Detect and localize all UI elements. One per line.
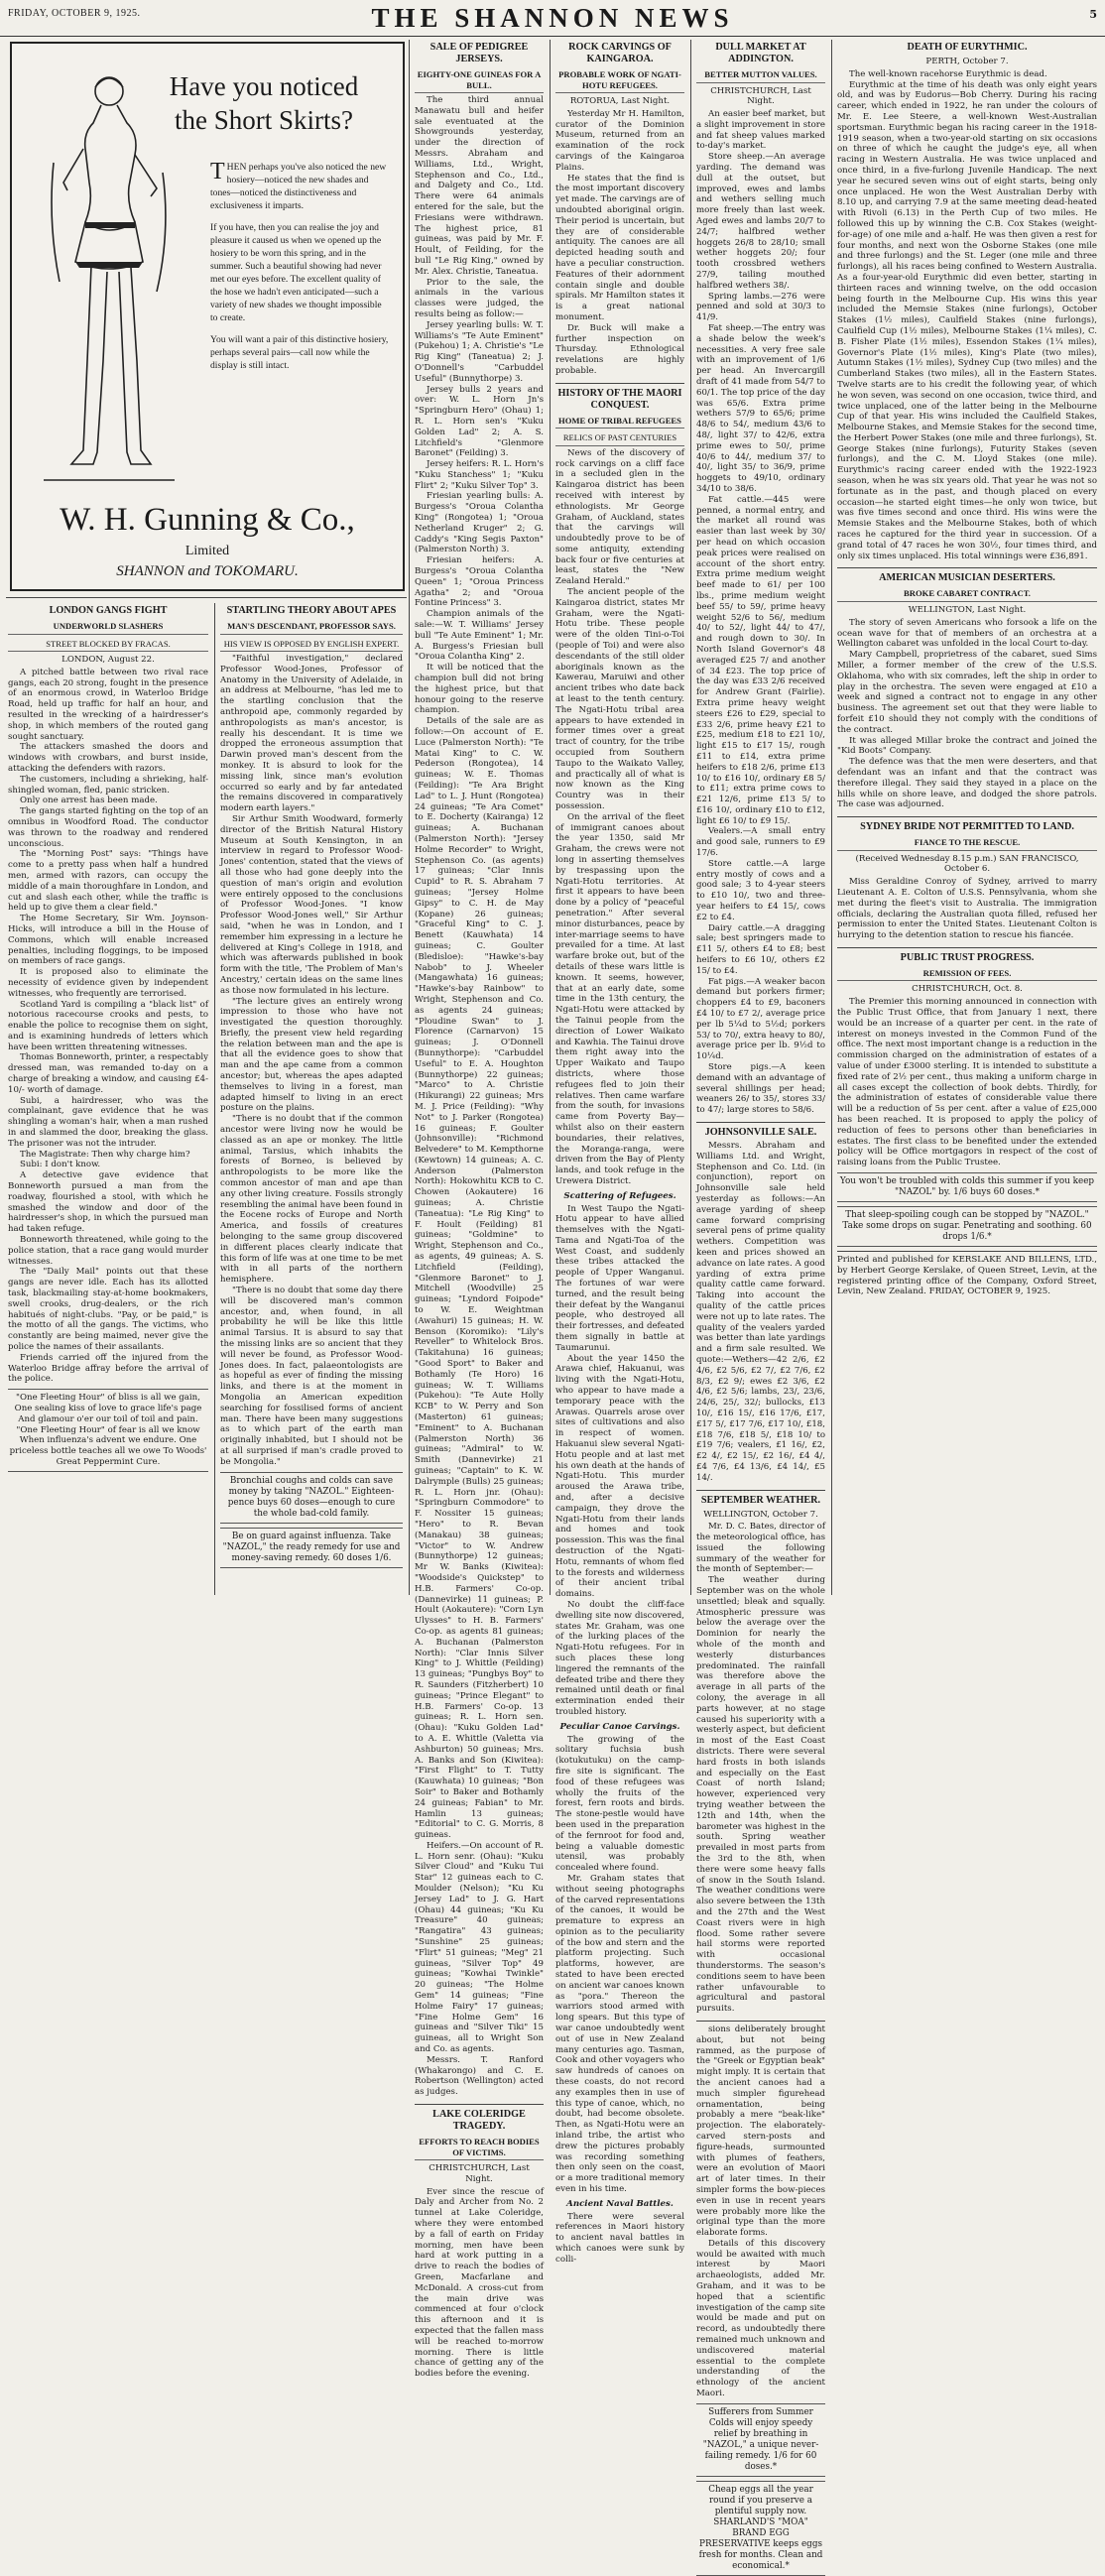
paragraph: Subi: I don't know.: [20, 1160, 101, 1170]
hosiery-advertisement: [10, 42, 405, 591]
article-subhead: EIGHTY-ONE GUINEAS FOR A BULL.: [415, 67, 544, 93]
dateline: CHRISTCHURCH, Last Night.: [429, 2163, 530, 2184]
advert-towns: SHANNON and TOKOMARU.: [116, 563, 299, 579]
section-subhead: Ancient Naval Battles.: [566, 2198, 674, 2209]
paragraph: No doubt the cliff-face dwelling site now discovered, states Mr. Graham, was one of the lurking places of the Ngati-Hotu refugees. For in such places these long lingered the remnants of the defeated tribe and there they remained until death or final extermination ended their troubled history.: [555, 1599, 684, 1717]
section-subhead: Scattering of Refugees.: [563, 1190, 676, 1201]
peppermint-cure-advert: "One Fleeting Hour" of bliss is all we gain, One sealing kiss of love to grace life's page And glamour o'er our toil of toil and pain. "One Fleeting Hour" of fear is all we know When influenza's advent we endure. One priceless bottle teaches all we owe To Woods' Great Peppermint Cure.: [8, 1389, 208, 1472]
paragraph: Mr. D. C. Bates, director of the meteorological office, has issued the following summary of the weather for the month of September:—: [696, 1522, 825, 1575]
paragraph: Ever since the rescue of Daly and Archer from No. 2 tunnel at Lake Coleridge, where they were entombed by a fall of earth on Friday morning, men have been hard at work putting in a drive to reach the bodies of Green, Macfarlane and McDonald. A cross-cut from the main drive was commenced at four o'clock this afternoon and it is expected that the fallen mass will be reached to-morrow morning. There is little chance of getting any of the bodies before the evening.: [415, 2186, 544, 2380]
paragraph: Messrs. Abraham and Williams Ltd. and Wright, Stephenson and Co. Ltd. (in conjunction), report on Johnsonville sale held yesterday as follows:—An average yarding of sheep came forward comprising several pens of prime quality wethers. Competition was keen and prices showed an advance on late rates. A good yarding of extra prime quality cattle came forward. Taking into account the quality of the cattle prices were not up to late rates. The quality of the vealers yarded was better than late yardings and a firm sale resulted. We quote:—Wethers—42 2/6, £2 4/6, £2 5/6, £2 7/, £2 7/6, £2 8/3, £2 9/; ewes £2 3/6, £2 4/6, £2 5/6; lambs, 23/, 23/6, 24/6, 25/, 32/; bullocks, £13 10/, £16 15/, £16 17/6, £17, £17 5/, £17 7/6, £17 10/, £18, £18 7/6, £18 5/, £18 10/ to £19 7/6; vealers, £1 16/, £2, £2 4/, £2 15/, £2 16/, £4 4/, £4 7/6, £4 13/6, £4 14/, £5 14/.: [696, 1141, 825, 1483]
paragraph: There were several references in Maori history to ancient naval battles in which canoes were sunk by colli-: [555, 2211, 684, 2265]
article-subhead: BETTER MUTTON VALUES.: [696, 67, 825, 83]
paragraph: It will be noticed that the champion bull did not bring the highest price, but that honour going to the reserve champion.: [415, 663, 544, 716]
paragraph: An easier beef market, but a slight improvement in store and fat sheep values marked to-day's market.: [696, 109, 825, 152]
paragraph: Details of the sale are as follow:—On account of E. Luce (Palmerston North): "Te Matai King" to C. W. Pederson (Rongotea), 14 guineas; W. E. Thomas (Feilding): "Te Ara Bright Lad" to L. J. Hunt (Rongotea) 24 guineas; "Te Ara Comet" to E. Docherty (Kairanga) 12 guineas; A. Buchanan (Palmerston North): "Jersey Holme Recorder" to Wright, Stephenson Co. (as agents) 17 guineas; "Clar Innis Cupid" to R. S. Abraham 7 guineas; "Jersey Holme Gipsy" to C. H. de May (Kopane) 26 guineas; "Graceful King" to C. J. Benett (Kauwhata) 14 guineas; C. Goulter (Bledisloe): "Hawke's-bay Nabob" to J. Wheeler (Mangawhata) 16 guineas; "Hawke's-bay Rainbow" to Wright, Stephenson and Co. as agents 24 guineas; "Ploudine Swan" to J. Florence (Carnarvon) 15 guineas; J. O'Donnell (Bunnythorpe): "Carbuddel Useful" to E. A. Houghton (Bunnythorpe) 22 guineas; "Marco" to A. Christie (Hikurangi) 22 guineas; Mrs M. J. Price (Feilding): "Why Not" to J. Parker (Rongotea) 16 guineas; F. Goulter (Johnsonville): "Richmond Belvedere" to M. Kempthorne (Kewtown) 14 guineas; A. C. Anderson (Palmerston North): Hokowhitu KCB to C. Chowen (Aokautere) 16 guineas; A. Christie (Taneatua): "Le Rig King" to F. Hoult (Feilding) 81 guineas; "Goldmine" to Wright, Stephenson and Co., as agents, 49 guineas; A. S. Litchfield (Feilding), "Glenmore Baronet" to J. Mitchell (Woodville) 25 guineas; "Lyndord Foipode" to W. E. Weightman (Awahuri) 15 guineas; H. W. Benson (Koromiko): "Lily's Reveller" to Whitelock Bros. (Takitahuna) 16 guineas; "Good Sport" to Baker and Bothamly (Te Horo) 16 guineas; W. T. Williams (Pukehou): "Te Aute Holly KCB" to W. Perry and Son (Masterton) 61 guineas; "Eminent" to A. Buchanan (Palmerston North) 36 guineas; "Admiral" to W. Smith (Dannevirke) 21 guineas; "Captain" to K. W. Dalrymple (Bulls) 25 guineas; R. L. Horn jnr. (Ohau): "Springburn Commodore" to F. Nossiter 15 guineas; "Hero" to R. Bevan (Manakau) 38 guineas; "Victor" to W. Andrew (Bunnythorpe) 12 guineas; Mr W. Banks (Kiwitea): "Woodside's Quickstep" to H.B. Farmers' Co-op. (Dannevirke) 11 guineas; P. Hoult (Aokautere): "Corn Lyn Ulysses" to H. B. Farmers' Co-op. as agents 81 guineas; A. Buchanan (Palmerston North): "Clar Innis Silver King" to J. Whittle (Feilding) 13 guineas; "Pungbys Boy" to R. Saunders (Fitzherbert) 10 guineas; "Prince Elegant" to H.B. Farmers' Co-op. 13 guineas; R. L. Horn sen. (Ohau): "Kuku Golden Lad" to A. E. Whittle (Valetta via Ashburton) 50 guineas; Mrs. A. Banks and Son (Kiwitea): "First Flight" to T. Tutty (Kauwhata) 10 guineas; "Bon Soir" to Baker and Bothamly 24 guineas; Fabian" to Mr. Hamlin 13 guineas; "Editorial" to C. G. Morris, 8 guineas.: [415, 716, 544, 1841]
nazol-advert: You won't be troubled with colds this summer if you keep "NAZOL" by. 1/6 buys 60 doses.*: [837, 1172, 1097, 1202]
article-headline: SEPTEMBER WEATHER.: [696, 1490, 825, 1507]
section-subhead: Peculiar Canoe Carvings.: [559, 1721, 680, 1732]
paragraph: Fat sheep.—The entry was a shade below the week's necessities. A very free sale with an improvement of 1/6 per head. An Invercargill draft of 41 made from 54/7 to 60/1. The top price of the day was 65/6. Extra prime wethers 57/9 to 65/6; prime 48/6 to 54/, medium 43/6 to 48/, light 37/ to 42/6, extra prime ewes to 50/, prime 40/6 to 44/, medium 37/ to 40/, light 35/ to 36/9, prime hoggets to 49/10, ordinary 34/10 to 38/6.: [696, 323, 825, 494]
paragraph: Friesian heifers: A. Burgess's "Oroua Colantha Queen" 1; "Oroua Princess Agatha" 2; and "Oroua Fontine Princess" 3.: [415, 555, 544, 609]
paragraph: The story of seven Americans who forsook a life on the ocean wave for that of members of an orchestra at a Wellington cabaret was unfolded in the local Court to-day.: [837, 617, 1097, 650]
paragraph: Fat cattle.—445 were penned, a normal entry, and the market all round was easier than last week by 30/ per head on which occasion peak prices were realised on account of the short entry. Extra prime medium weight beef made to 61/ per 100 lbs., prime medium weight beef 55/ to 59/, prime heavy weight 52/6 to 56/, medium 40/ to 52/, light 44/ to 47/, and rough down to 30/. In North Island Governor's 48 averaged £25 7/ and another of 34 £23. The top price of the day was £33 2/6 received for Andrew Grant (Fairlie). Extra prime heavy weight steers £26 to £29, special to £33 2/6, prime heavy £21 to £25, medium £18 to £21 10/, light £15 to £17 15/, rough £11 to £14, extra prime heifers to £18 2/6, prime £13 10/ to £16 10/, ordinary £8 5/ to £11; extra prime cows to £21 12/6, prime £13 5/ to £16 10/, ordinary £10 to £12, light £6 10/ to £9 15/.: [696, 494, 825, 826]
dateline: CHRISTCHURCH, Last Night.: [710, 85, 811, 107]
paragraph: He states that the find is the most important discovery yet made. The carvings are of undoubted aboriginal origin. Their period is uncertain, but they are of considerable antiquity. The canoes are all depicted heading south and have a peculiar construction. Features of their adornment contain single and double spirals. Mr Hamilton states it is a great national monument.: [555, 173, 684, 322]
paragraph: Subi, a hairdresser, who was the complainant, gave evidence that he was shingling a woman's hair, when a man rushed in and slammed the door, breaking the glass. The prisoner was not the intruder.: [8, 1095, 208, 1149]
paragraph: Thomas Bonneworth, printer, a respectably dressed man, was remanded to-day on a charge of breaking a window, and causing £4-10/- worth of damage.: [8, 1052, 208, 1095]
paragraph: Heifers.—On account of R. L. Horn senr. (Ohau): "Kuku Silver Cloud" and "Kuku Tui Star" 12 guineas each to C. Moulder (Nelson); "Ku Ku Jersey Lad" to J. G. Hart (Ohau) 44 guineas; "Ku Ku Treasure" 40 guineas; "Rangatira" 43 guineas; "Sunshine" 25 guineas; "Flirt" 51 guineas; "Meg" 21 guineas, "Silver Top" 49 guineas; "Kowhai Twinkle" 20 guineas; "The Holme Gem" 14 guineas; "Fine Holme Fairy" 17 guineas; "Fine Holme Gem" 16 guineas and "Silver Tiki" 15 guineas, all to Wright Son and Co. as agents.: [415, 1840, 544, 2055]
paragraph: "Faithful investigation," declared Professor Wood-Jones, Professor of Anatomy in the University of Adelaide, in an address at Melbourne, "has led me to the startling conclusion that the anthropoid ape, commonly regarded by anthropologists as man's ancestor, is really his descendant. It is time we dropped the erroneous assumption that Darwin proved man's descent from the monkey. It is absurd to look for the missing link, since man's evolution occurred so early and by far antedated the remains discovered in comparatively modern earth layers.": [220, 654, 403, 814]
column-rock-carvings: [555, 40, 684, 2265]
article-headline: ROCK CARVINGS OF KAINGAROA.: [568, 42, 672, 64]
dateline: CHRISTCHURCH, Oct. 8.: [912, 984, 1023, 995]
article-headline: STARTLING THEORY ABOUT APES: [226, 605, 397, 616]
paragraph: Champion animals of the sale:—W. T. Williams' Jersey bull "Te Aute Eminent" 1; Mr. A. Burgess's Friesian bull "Oroua Colantha King" 2.: [415, 609, 544, 663]
paragraph: The gangs started fighting on the top of an omnibus in Woodford Road. The conductor was thrown to the roadway and rendered unconscious.: [8, 806, 208, 849]
article-headline: SALE OF PEDIGREE JERSEYS.: [430, 42, 529, 64]
paragraph: Sir Arthur Smith Woodward, formerly director of the British Natural History Museum at South Kensington, in an interview in regard to Professor Wood-Jones' contention, stated that the views of all those who had gone deeply into the question of man's origin and evolution were entirely opposed to the conclusions of Professor Wood-Jones. "I know Professor Wood-Jones well," Sir Arthur said, "when he was in London, and I remember him expressing in a lecture he delivered at King's College in 1918, and which was afterwards published in book form with the title, 'The Problem of Man's Ancestry,' certain ideas on the same lines as those now formulated in his lecture.: [220, 813, 403, 996]
paragraph: The Premier this morning announced in connection with the Public Trust Office, that from January 1 next, there would be an increase of a quarter per cent. in the rate of interest on moneys invested in the Common Fund of the office. The next most important change is a reduction in the commission charged on the administration of estates of a value of under £3000 sterling. It is intended to substitute a fixed rate of 2½ per cent., thus making a uniform charge in all cases except the collection of book debts. Thirdly, for the administration of estates of considerable value there will be a reduction of 5s per cent. after a value of £25,000 has been reached. It is proposed to apply the policy of reduction of fees to persons other than beneficiaries in estates. The first class to be benefited under the extended policy will be Office mortgagors in respect of the cost of raising loans from the Public Trustee.: [837, 997, 1097, 1168]
article-headline: LONDON GANGS FIGHT: [49, 605, 168, 616]
article-subhead: EFFORTS TO REACH BODIES OF VICTIMS.: [415, 2135, 544, 2160]
paragraph: Eurythmic at the time of his death was only eight years old, and was by Eudorus—Bob Cherry. During his racing career, which ended in 1922, he ran under the colours of Mr. E. Lee Steere, a well-known West-Australian sportsman. Eurythmic began his racing career in the 1918-1919 season, when a two-year-old starting on six occasions on three of which he caught the judge's eye, all when racing in Western Australia. He was twice unplaced and once third, in a five-furlong Juvenile Handicap. The next year he secured seven wins out of eight starts, being only once unplaced. He won the West Australian Derby with 8.10 up, and carrying 7.9 at the same meeting dead-heated with Rivoli (6.13) in the Perth Cup of two miles. He followed this up by winning the C.B. Cox Stakes (weight-for-age) of one mile and a-half. He was then given a rest for four months, and next won the Osborne Stakes (one mile and three furlongs) and the St. Leger (one mile and three furlongs), all his races being confined to Western Australia. As a four-year-old Eurythmic did even better, starting in thirteen races and winning twelve, on the odd occasion being fourth in the Melbourne Cup. His wins this year included the Memsie Stakes (nine furlongs), October Stakes (1½ miles), Caulfield Stakes (nine furlongs), Caulfield Cup (1½ miles), Melbourne Stakes (1¼ miles), C. B. Fisher Plate (1½ miles), Essendon Stakes (1¼ miles), Governor's Plate (1½ miles), King's Plate (two miles), Autumn Stakes (1½ miles), Sydney Cup (two miles) and the Cumberland Stakes (two miles), all in the Eastern States. Twelve starts are to his credit the following year, of which he won seven, was second on one occasion, twice third, and twice unplaced, one of the latter being in the Melbourne Cup of that year. His wins included the Caulfield Stakes, Melbourne Stakes, and Memsie Stakes for the second time, the Herbert Power Stakes (one mile and three furlongs), St. George Stakes (nine furlongs), Futurity Stakes (seven furlongs), and the C. M. Lloyd Stakes (one mile). Eurythmic's racing career ended with the 1922-1923 season, when he was six years old. That year he was not so fortunate as in the past, and though placed on every occasion—he started eight times—he only won twice, but was five times second and once third. His wins were the Memsie Stakes and the Melbourne Stakes, both of which races he captured for the third year in succession. Of a grand total of 47 races he won 30½, four times third, and only six times unplaced. His total winnings were £36,891.: [837, 79, 1097, 561]
advert-paragraph: If you have, then you can realise the joy and pleasure it caused us when we opened up the hosiery to be worn this spring, and in the summer. Such a beautiful showing had never met our eyes before. The excellent quality of the hose we hadn't even anticipated—such a variety of new shades we thought impossible to create.: [210, 222, 382, 323]
paragraph: The defence was that the men were deserters, and that defendant was an infant and that the contract was therefore illegal. They said they stayed in a place on the hills while on shore leave, and dodged the shore patrols. The case was adjourned.: [837, 757, 1097, 810]
paragraph: Mary Campbell, proprietress of the cabaret, sued Sims Miller, a former member of the crew of the U.S.S. Oklahoma, who with six comrades, left the ship in order to play in the orchestra. The seven were engaged at £10 a week and signed a contract not to engage in any other business. The agreement set out that they were liable to forfeit £10 should they not comply with the conditions of the contract.: [837, 650, 1097, 735]
paragraph: The "Morning Post" says: "Things have come to a pretty pass when half a hundred men, armed with razors, can occupy the middle of a main thoroughfare in London, and cut and slash each other, while the traffic is held up to give them a clear field.": [8, 849, 208, 914]
paragraph: Dairy cattle.—A dragging sale; best springers made to £11 5/, others £4 to £8; best heifers to £6 10/, others £2 15/ to £4.: [696, 922, 825, 976]
paragraph: Store pigs.—A keen demand with an advantage of several shillings per head; weaners 26/ to 35/, stores 33/ to 47/; large stores to 58/6.: [696, 1062, 825, 1116]
article-headline: JOHNSONVILLE SALE.: [696, 1122, 825, 1139]
paragraph: It was alleged Millar broke the contract and joined the "Kid Boots" Company.: [837, 735, 1097, 757]
column-london-gangs: [8, 603, 208, 1595]
paragraph: Yesterday Mr H. Hamilton, curator of the Dominion Museum, returned from an examination of the rock carvings of the Kaingaroa Plains.: [555, 108, 684, 173]
article-subhead: PROBABLE WORK OF NGATI-HOTU REFUGEES.: [555, 67, 684, 93]
article-subhead: STREET BLOCKED BY FRACAS.: [8, 637, 208, 653]
printer-imprint: Printed and published for KERSLAKE AND BILLENS, LTD., by Herbert George Kerslake, of Queen Street, Levin, at the registered printing office of the Company, Oxford Street, Levin, New Zealand. FRIDAY, OCTOBER 9, 1925.: [837, 1251, 1097, 1297]
paragraph: Bonneworth threatened, while going to the police station, that a race gang would murder witnesses.: [8, 1235, 208, 1267]
paragraph: The Magistrate: Then why charge him?: [20, 1149, 190, 1160]
dateline: WELLINGTON, Last Night.: [908, 604, 1027, 615]
article-subhead: MAN'S DESCENDANT, PROFESSOR SAYS.: [220, 619, 403, 635]
advert-paragraph: HEN perhaps you've also noticed the new hosiery—noticed the new shades and tones—noticed the distinctiveness and exclusiveness it imparts.: [210, 162, 387, 211]
column-rule: [214, 603, 215, 1595]
article-subhead: REMISSION OF FEES.: [837, 966, 1097, 982]
paragraph: "The lecture gives an entirely wrong impression to those who have not investigated the question thoroughly. Briefly, the present view held regarding the relation between man and the ape is that all the evidence goes to show that man and the ape came from a common ancestor; but, whereas the apes adapted themselves to living in a forest, man adapted himself to living in an erect posture on the plains.: [220, 996, 403, 1114]
paragraph: The ancient people of the Kaingaroa district, states Mr Graham, were the Ngati-Hotu tribe. These people were of the olden Tini-o-Toi (people of Toi) and were also descendants of the still older aboriginals known as the Kawerau, Maruiwi and other ancient tribes who date back at least to the tenth century. The Ngati-Hotu tribal area appears to have extended in former times over a great tract of country, for the tribe occupied from Southern Taupo to the Waikato Valley, and practically all of what is now known as the King Country was in their possession.: [555, 587, 684, 812]
section-rule: [6, 597, 407, 598]
advert-paragraph: You will want a pair of this distinctive hosiery, perhaps several pairs—call now while the display is still intact.: [210, 334, 389, 371]
column-rule: [690, 40, 691, 1595]
article-headline: AMERICAN MUSICIAN DESERTERS.: [837, 567, 1097, 584]
dateline: ROTORUA, Last Night.: [569, 96, 671, 106]
paragraph: Mr. Graham states that without seeing photographs of the carved representations of the canoes, it would be premature to express an opinion as to the peculiarity of the bow and stern and the platform projecting. Such platforms, however, are stated to have been erected on ancient war canoes known as "pora." Thereon the warriors stood armed with long spears. But this type of war canoe undoubtedly went out of use in New Zealand many centuries ago. Tasman, Cook and other voyagers who saw hundreds of canoes on these coasts, do not record any examples then in use of this type of canoe, which, no doubt, had become obsolete. Then, as Ngati-Hotu were an inland tribe, the artist who drew the pictures probably was recording something then only seen on the coast, or a more traditional memory even in his time.: [555, 1873, 684, 2195]
dateline: (Received Wednesday 8.15 p.m.) SAN FRANCISCO, October 6.: [855, 853, 1079, 875]
paragraph: Messrs. T. Ranford (Whakarongo) and C. E. Robertson (Wellington) acted as judges.: [415, 2054, 544, 2098]
paragraph: Spring lambs.—276 were penned and sold at 30/3 to 41/9.: [696, 291, 825, 323]
column-rule: [831, 40, 832, 1595]
article-headline: DEATH OF EURYTHMIC.: [907, 42, 1028, 53]
issue-date: FRIDAY, OCTOBER 9, 1925.: [8, 8, 141, 19]
dateline: LONDON, August 22.: [61, 655, 155, 665]
advert-headline-line1: Have you noticed: [169, 71, 359, 101]
paragraph: Scotland Yard is compiling a "black list" of notorious racecourse crooks and pests, to enable the police to recognise them on sight, and is examining hundreds of letters which have been written threatening witnesses.: [8, 999, 208, 1052]
article-headline: DULL MARKET AT ADDINGTON.: [715, 42, 806, 64]
column-eurythmic: [837, 40, 1097, 1595]
paragraph: Prior to the sale, the animals in the various classes were judged, the results being as follow:—: [415, 277, 544, 319]
paragraph: The customers, including a shrieking, half-shingled woman, fled, panic stricken.: [8, 774, 208, 796]
paragraph: Only one arrest has been made.: [20, 796, 158, 806]
column-rule: [550, 40, 551, 1595]
nazol-advert: Sufferers from Summer Colds will enjoy speedy relief by breathing in "NAZOL," a unique never-failing remedy. 1/6 for 60 doses.*: [696, 2403, 825, 2477]
paragraph: sions deliberately brought about, but not being rammed, as the purpose of the "Greek or Egyptian beak" might imply. It is certain that the ancient canoes had a much simpler figurehead ornamentation, being probably a mere "beak-like" projection. The elaborately-carved stern-posts and figure-heads, surmounted with plumes of feathers, were an evolution of Maori art of later times. In their simpler forms the bow-pieces even in use in recent years were probably more like the original type than the more elaborate forms.: [696, 2024, 825, 2239]
paragraph: On the arrival of the fleet of immigrant canoes about the year 1350, said Mr Graham, the crews were not long in asserting themselves by trespassing upon the Ngati-Hotu territories. At first it appears to have been done by a policy of "peaceful penetration." After several minor disturbances, peace by inter-marriage seems to have prevailed for a time. At last warfare broke out, but of the details of these wars little is known. It seems, however, that at an early date, some time in the 13th century, the Ngati-Hotu were attacked by the Tainui people from the direction of Lower Waikato and Kawhia. The Tainui drove them right away into the Upper Waikato and Taupo districts, where those refugees fled to join their relatives. Then came warfare from the south, for invasions came from Poverty Bay—whilst also on their eastern boundaries, their relatives, the Moranga-ranga, were driven from the Bay of Plenty lands, and took refuge in the Urewera District.: [555, 811, 684, 1186]
paragraph: Dr. Buck will make a further inspection on Thursday. Ethnological revelations are highly probable.: [555, 322, 684, 376]
paragraph: Friesian yearling bulls: A. Burgess's "Oroua Colantha King" (Rongotea) 1; "Oroua Netherland Kruger" 2; G. Caddy's "King Segis Paxton" (Palmerston North) 3.: [415, 491, 544, 555]
advert-headline-line2: the Short Skirts?: [175, 105, 353, 135]
column-apes-theory: [220, 603, 403, 1595]
paragraph: Store sheep.—An average yarding. The demand was dull at the outset, but improved, ewes and lambs and wethers selling much more freely than last week. Aged ewes and lambs 20/7 to 24/7; halfbred wether hoggets 26/8 to 28/10; small wether hoggets 20/; four tooth crossbred wethers 27/9, tailing mouthed halfbred wethers 38/.: [696, 152, 825, 291]
advert-limited: Limited: [184, 544, 230, 558]
paragraph: The "Daily Mail" points out that these gangs are never idle. Each has its allotted task, blackmailing stay-at-home bookmakers, swell crooks, drug-dealers, or the rich habitués of night-clubs. "Pay, or be paid," is the motto of all the gangs. The victims, who constantly are being maimed, never give the police the names of their assailants.: [8, 1267, 208, 1352]
article-subhead: HIS VIEW IS OPPOSED BY ENGLISH EXPERT.: [220, 637, 403, 653]
newspaper-title: THE SHANNON NEWS: [371, 3, 734, 33]
advert-company: W. H. Gunning & Co.,: [60, 502, 355, 538]
article-headline: HISTORY OF THE MAORI CONQUEST.: [555, 383, 684, 412]
article-subhead: FIANCE TO THE RESCUE.: [837, 835, 1097, 851]
paragraph: "There is no doubt that if the common ancestor were living now he would be classed as an ape or monkey. The little animal, Tarsius, which inhabits the forests of Borneo, is believed by anthropologists to be more like the common ancestor of man and ape than any other living creature. Fossils strongly resembling the animal have been found in the Eocene rocks of Europe and North America, and fossils of creatures belonging to the same group discovered in different places clearly indicate that this form of life was at one time to be met with in all parts of the northern hemisphere.: [220, 1114, 403, 1286]
dateline: WELLINGTON, October 7.: [703, 1509, 818, 1520]
column-pedigree-jerseys: [415, 40, 544, 2380]
article-subhead: UNDERWORLD SLASHERS: [8, 619, 208, 635]
paragraph: "There is no doubt that some day there will be discovered man's common ancestor, and, when found, in all probability he will be like this little animal Tarsius. It is absurd to say that the missing links are so ancient that they will never be found, as Professor Wood-Jones does. In fact, palaeontologists are as hopeful as ever of finding the missing links, and there is at the moment in Mongolia an American expedition searching for fossilised forms of ancient man. There have been many suggestions as to which part of the earth man originally inhabited, but I should not be at all surprised if man's cradle proved to be Mongolia.": [220, 1286, 403, 1467]
paragraph: Friends carried off the injured from the Waterloo Bridge affray before the arrival of the police.: [8, 1352, 208, 1385]
paragraph: The weather during September was on the whole unsettled; bleak and squally. Atmospheric pressure was below the average over the Dominion for nearly the whole of the month and westerly disturbances predominated. The rainfall was therefore above the average in all parts of the colony, the average in all parts however, at no stage caused his superiority with a westerly aspect, but deficient in most of the East Coast districts. There were several hard frosts in both islands and especially on the East Coast of north Island; however, experienced very trying weather between the 12th and 14th, when the barometer was highest in the south. Spring weather prevailed in most parts from the 3rd to the 8th, when there were some heavy falls of snow in the South Island. The weather conditions were also severe between the 13th and the 27th and the West Coast rivers were in high flood. Some rather severe hail storms were reported with occasional thunderstorms. The season's conditions seem to have been rather unfavourable to agricultural and pastoral pursuits.: [696, 1575, 825, 2015]
nazol-advert: Be on guard against influenza. Take "NAZOL," the ready remedy for use and money-saving remedy. 60 doses 1/6.: [220, 1528, 403, 1568]
paragraph: About the year 1450 the Arawa chief, Hakuanui, was living with the Ngati-Hotu, who appear to have made a temporary peace with the Arawas. Quarrels arose over sites of cultivations and also in respect of women. Hakuanui slew several Ngati-Hotu people and at last met his own death at the hands of Ngati-Hotu. This murder aroused the Arawa tribe, and, after a decisive campaign, they drove the Ngati-Hotu from their lands and homes and took possession. This was the final destruction of the Ngati-Hotu, remnants of whom fled to the forests and wilderness of their ancient tribal domains.: [555, 1353, 684, 1600]
drop-cap: T: [210, 159, 225, 184]
article-subhead: HOME OF TRIBAL REFUGEES: [555, 414, 684, 429]
paragraph: The Home Secretary, Sir Wm. Joynson-Hicks, will introduce a bill in the House of Commons, which will enable increased penalties, including floggings, to be imposed on members of race gangs.: [8, 914, 208, 967]
paragraph: Fat pigs.—A weaker bacon demand but porkers firmer; choppers £4 to £9, baconers £4 10/ to £7 2/, average price per lb 5¼d to 5½d; porkers 53/ to 70/, extra heavy to 80/, average price per lb. 9½d to 10¼d.: [696, 976, 825, 1062]
paragraph: The attackers smashed the doors and windows with crowbars, and burst inside, attacking the defenders with razors.: [8, 742, 208, 774]
advert-body: [210, 161, 389, 381]
paragraph: A pitched battle between two rival race gangs, each 20 strong, fought in the presence of an enormous crowd, in Waterloo Bridge Road, held up traffic for half an hour, and resulted in the wrecking of a hairdresser's shop, in which members of the routed gang sought sanctuary.: [8, 667, 208, 742]
nazol-advert: Bronchial coughs and colds can save money by taking "NAZOL." Eighteen-pence buys 60 doses—enough to cure the whole bad-cold family.: [220, 1472, 403, 1524]
masthead: [0, 0, 1105, 37]
nazol-advert: That sleep-spoiling cough can be stopped by "NAZOL." Take some drops on sugar. Penetrating and soothing. 60 drops 1/6.*: [837, 1206, 1097, 1247]
column-addington-market: [696, 40, 825, 2571]
paragraph: Jersey heifers: R. L. Horn's "Kuku Stanchess" 1; "Kuku Flirt" 2; "Kuku Silver Top" 3.: [415, 459, 544, 491]
paragraph: Vealers.—A small entry and good sale, runners to £9 17/6.: [696, 826, 825, 859]
egg-preservative-advert: Cheap eggs all the year round if you preserve a plentiful supply now. SHARLAND'S "MOA" BRAND EGG PRESERVATIVE keeps eggs fresh for months. Clean and economical.*: [696, 2481, 825, 2576]
dateline: PERTH, October 7.: [925, 57, 1009, 66]
advert-headline: [129, 69, 399, 137]
paragraph: A detective gave evidence that Bonneworth pursued a man from the roadway, flourished a stool, with which he smashed the window and door of the hairdresser's shop, in which the pursued man had taken refuge.: [8, 1170, 208, 1235]
page-number: 5: [1089, 8, 1097, 21]
article-subhead: RELICS OF PAST CENTURIES: [555, 430, 684, 446]
paragraph: Jersey bulls 2 years and over: W. L. Horn Jn's "Springburn Hero" (Ohau) 1; R. L. Horn sen's "Kuku Golden Lad" 2; A. S. Litchfield's "Glenmore Baronet" (Feilding) 3.: [415, 384, 544, 459]
article-subhead: BROKE CABARET CONTRACT.: [837, 586, 1097, 602]
paragraph: Jersey yearling bulls: W. T. Williams's "Te Aute Eminent" (Pukehou) 1; A. Christie's "Le Rig King" (Taneatua) 2; J. O'Donnell's "Carbuddel Useful" (Bunnythorpe) 3.: [415, 319, 544, 384]
paragraph: The well-known racehorse Eurythmic is dead.: [849, 68, 1047, 79]
paragraph: Details of this discovery would be awaited with much interest by Maori archaeologists, added Mr. Graham, and it was to be hoped that a scientific investigation of the camp site would be made and put on record, as undoubtedly there remained much unknown and undiscovered material essential to the complete understanding of the ethnology of the ancient Maori.: [696, 2238, 825, 2399]
article-headline: PUBLIC TRUST PROGRESS.: [837, 947, 1097, 964]
paragraph: In West Taupo the Ngati-Hotu appear to have allied themselves with the Ngati-Tama and Ngati-Toa of the West Coast, and suddenly these tribes attacked the people of Upper Wanganui. The fortunes of war were turned, and the result being their defeat by the Wanganui people, who destroyed all their fortresses, and defeated them signally in battle at Taumarunui.: [555, 1203, 684, 1353]
paragraph: The growing of the solitary fuchsia bush (kotukutuku) on the camp-fire site is significant. The food of these refugees was wholly the fruits of the forest, fern roots and birds. The stone-pestle would have been used in the preparation of the fernroot for food and, being a valuable domestic utensil, was probably concealed where found.: [555, 1734, 684, 1874]
paragraph: Store cattle.—A large entry mostly of cows and a good sale; 3 to 4-year steers to £10 10/, two and three-year heifers to £4 15/, cows £2 to £4.: [696, 858, 825, 922]
paragraph: It is proposed also to eliminate the necessity of evidence given by independent witnesses, who frequently are terrorised.: [8, 967, 208, 999]
paragraph: Miss Geraldine Conroy of Sydney, arrived to marry Lieutenant A. E. Colton of U.S.S. Pennsylvania, whom she met during the fleet's visit to Australia. The immigration officials, declaring the Australian quota filled, refused her permission to enter the United States. Lieutenant Colton is hurrying to the detention station to rescue his fiancée.: [837, 877, 1097, 941]
article-headline: SYDNEY BRIDE NOT PERMITTED TO LAND.: [837, 816, 1097, 833]
column-rule: [409, 40, 410, 1595]
paragraph: The third annual Manawatu bull and heifer sale eventuated at the Showgrounds yesterday, under the direction of Messrs. Abraham and Williams, Ltd., Wright, Stephenson and Co., Ltd., and Dalgety and Co., Ltd. There were 64 animals entered for the sale, but the Friesians were withdrawn. The highest price, 81 guineas, was paid by Mr. F. Hoult, of Feilding, for the bull "Le Rig King," owned by Mr. Alex. Christie, Taneatua.: [415, 95, 544, 277]
paragraph: News of the discovery of rock carvings on a cliff face in a secluded glen in the Kaingaroa district has been received with interest by ethnologists. Mr George Graham, of Auckland, states that the carvings will undoubtedly prove to be of some antiquity, extending back four or five centuries at least, states the "New Zealand Herald.": [555, 447, 684, 587]
article-headline: LAKE COLERIDGE TRAGEDY.: [415, 2104, 544, 2133]
